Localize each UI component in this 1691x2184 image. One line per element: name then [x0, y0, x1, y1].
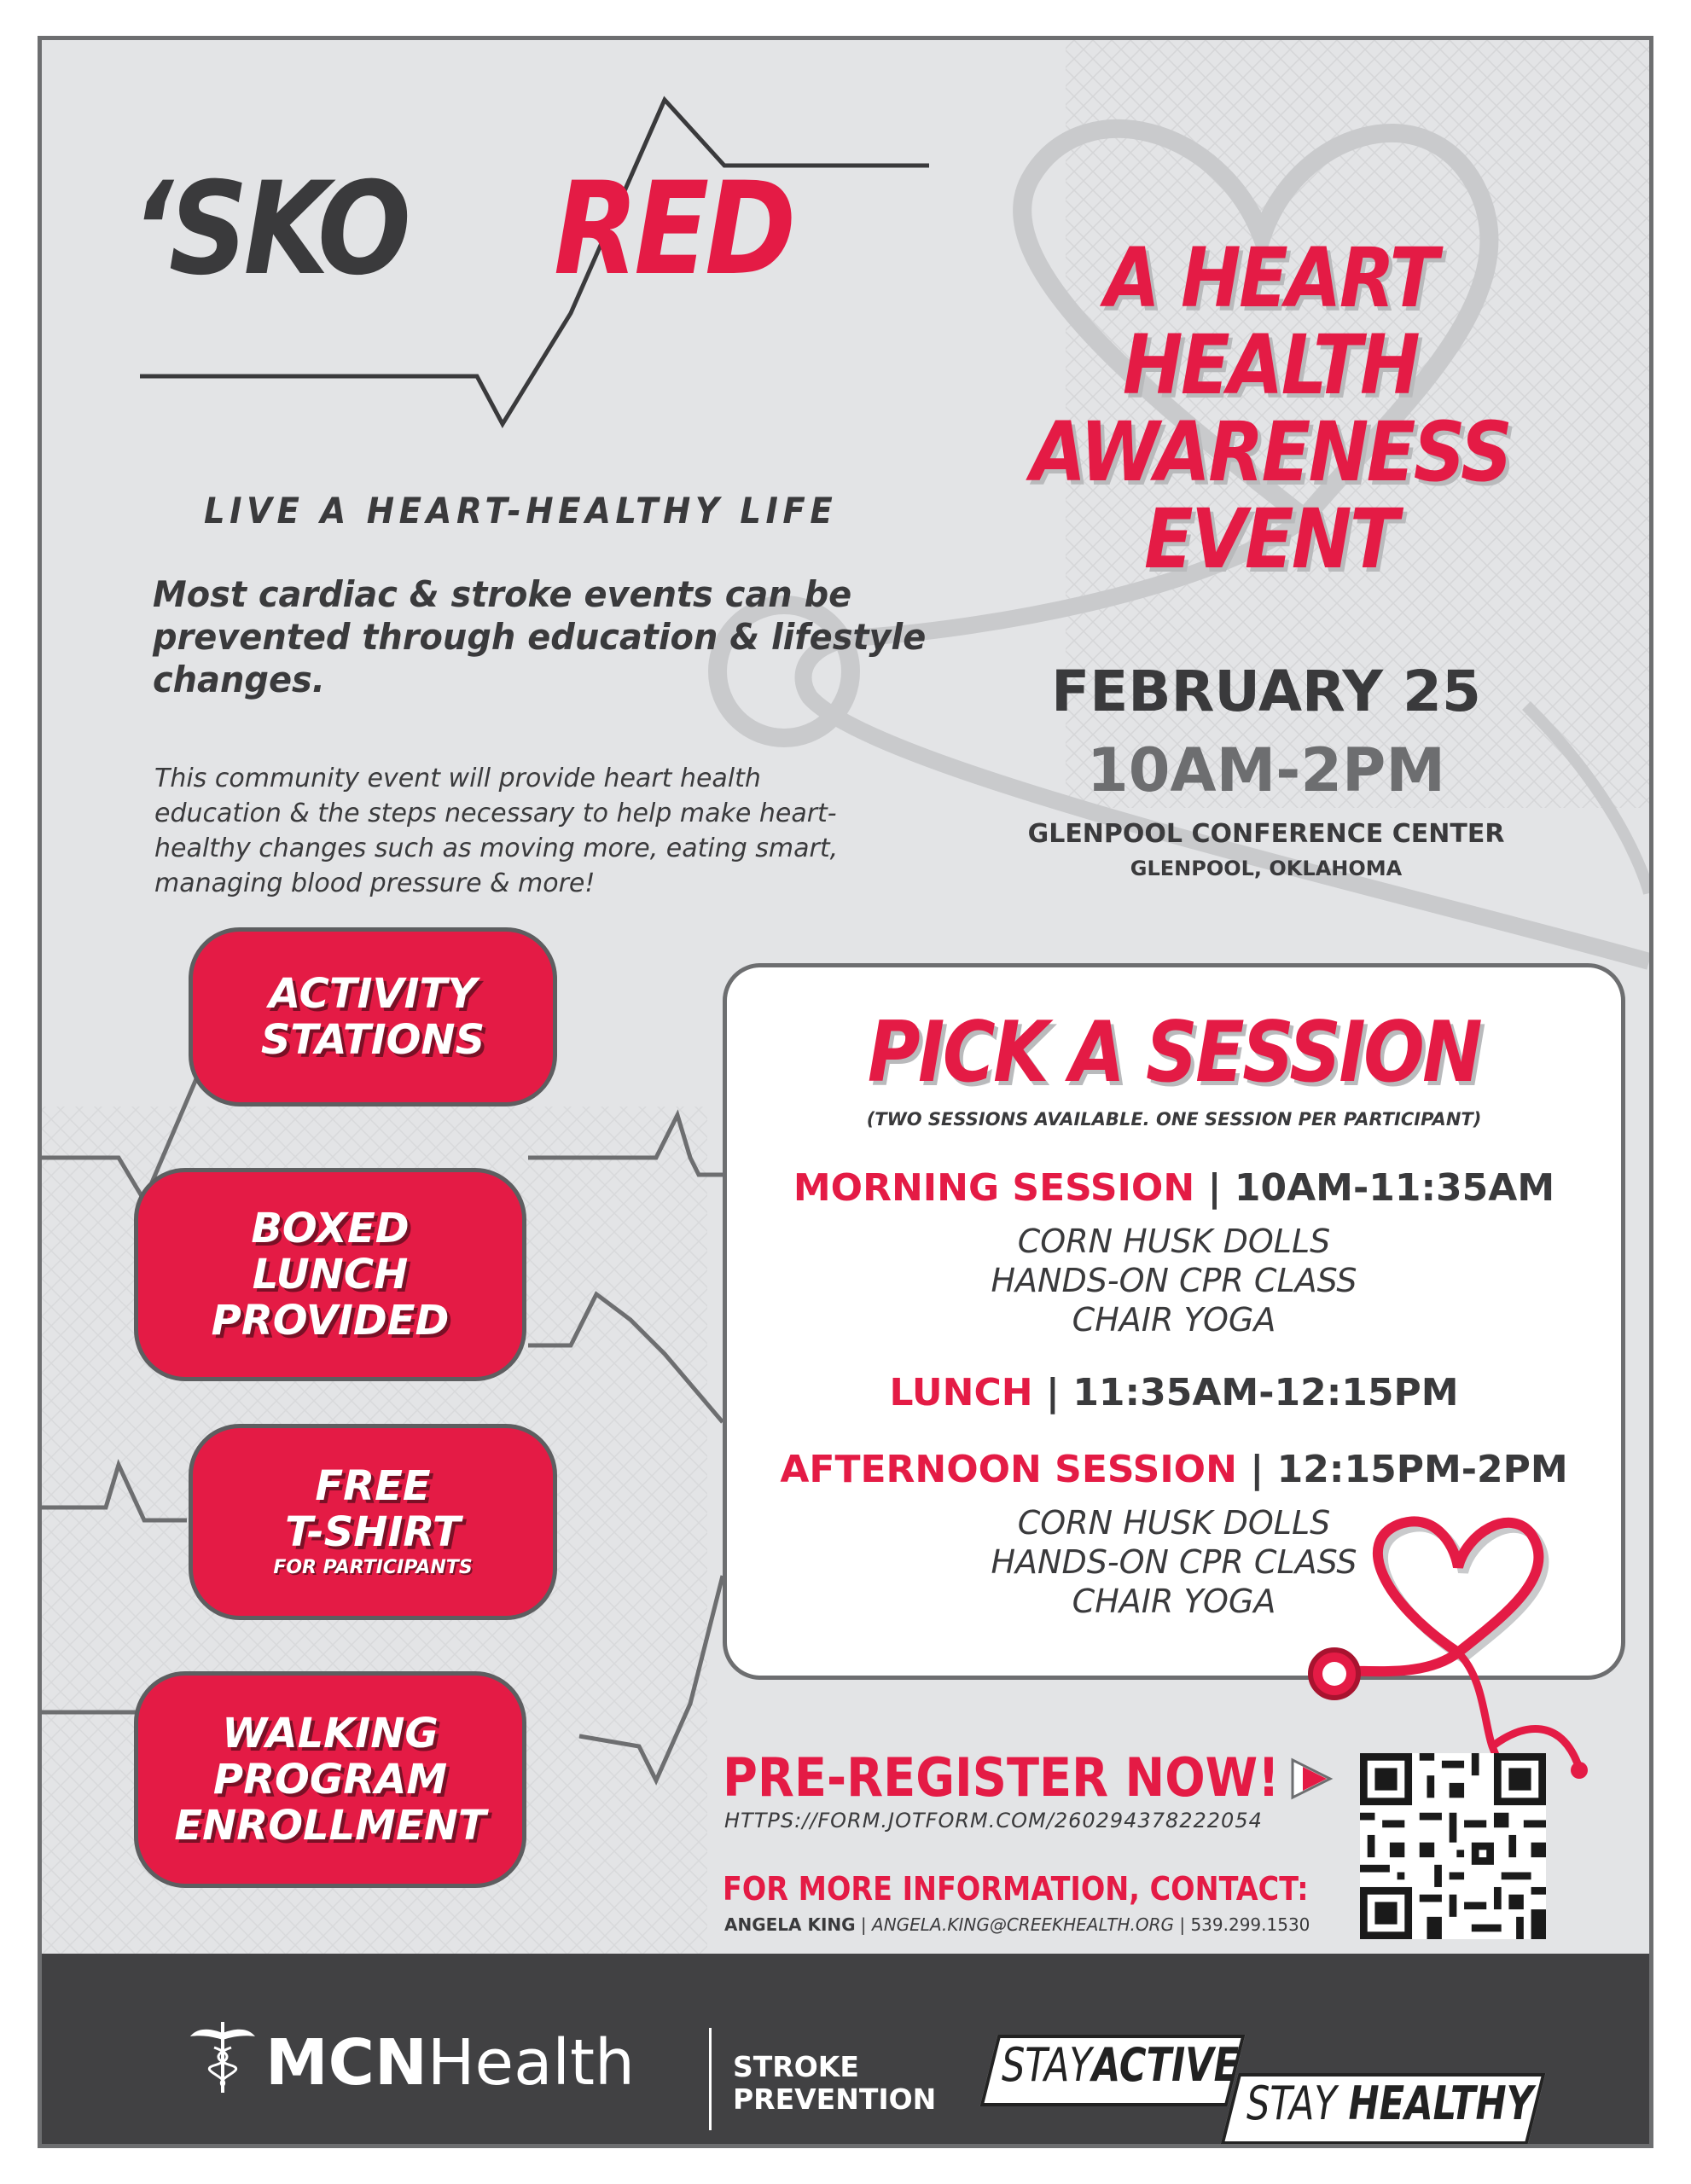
contact-phone: 539.299.1530 [1190, 1914, 1310, 1935]
event-title-line: A HEART [1104, 230, 1437, 326]
event-title [1011, 230, 1529, 587]
event-title-line: AWARENESS [1030, 404, 1511, 500]
slogan-word-bold: HEALTHY [1348, 2077, 1533, 2130]
session-label: LUNCH [889, 1371, 1033, 1414]
session-note-part: (TWO SESSIONS AVAILABLE. [866, 1109, 1156, 1130]
session-title: PICK A SESSION [867, 1004, 1481, 1101]
divider: | [1207, 1166, 1222, 1210]
footer-divider [709, 2028, 712, 2130]
qr-code-icon[interactable] [1360, 1753, 1546, 1939]
afternoon-session-heading [723, 1448, 1625, 1491]
event-city: GLENPOOL, OKLAHOMA [1130, 857, 1403, 880]
feature-line: T-SHIRT [285, 1508, 461, 1556]
logo-sko-text: ‘SKO [131, 155, 407, 304]
session-note [723, 1109, 1625, 1130]
program-line: PREVENTION [733, 2082, 937, 2116]
event-title-line: HEALTH [1122, 317, 1419, 413]
logo-red-text: RED [554, 155, 793, 304]
feature-line: ACTIVITY [268, 970, 477, 1018]
session-time: 11:35AM-12:15PM [1072, 1371, 1459, 1414]
stroke-prevention-label [733, 2051, 936, 2116]
brand-light: Health [427, 2026, 635, 2100]
slogan-stay-active [1002, 2038, 1239, 2092]
registration-url[interactable]: HTTPS://FORM.JOTFORM.COM/260294378222054 [724, 1809, 1263, 1833]
divider: | [1045, 1371, 1060, 1414]
feature-subline: FOR PARTICIPANTS [273, 1557, 473, 1578]
session-label: AFTERNOON SESSION [780, 1448, 1237, 1491]
mcn-health-logo [265, 2026, 635, 2100]
contact-line: ANGELA KING | ANGELA.KING@CREEKHEALTH.ORG | 539.299.1530 [724, 1914, 1310, 1935]
activity-item: HANDS-ON CPR CLASS [991, 1543, 1357, 1581]
feature-line: BOXED [251, 1205, 410, 1252]
feature-line: LUNCH [252, 1251, 409, 1298]
lunch-heading [723, 1371, 1625, 1414]
event-description: This community event will provide heart health education & the steps necessary to help make heart-healthy changes such as moving more, eating smart, managing blood pressure & more! [154, 764, 839, 898]
activity-item: CORN HUSK DOLLS [1017, 1504, 1331, 1542]
slogan-stay-healthy [1246, 2077, 1533, 2130]
session-time: 10AM-11:35AM [1234, 1166, 1555, 1210]
play-arrow-icon [1287, 1755, 1339, 1803]
feature-line: PROVIDED [211, 1297, 450, 1345]
divider: | [1250, 1448, 1264, 1491]
session-time: 12:15PM-2PM [1276, 1448, 1568, 1491]
caduceus-logo-icon [189, 2018, 257, 2094]
flyer [38, 36, 1653, 2148]
more-info-heading: FOR MORE INFORMATION, CONTACT: [723, 1870, 1309, 1908]
feature-line: PROGRAM [212, 1756, 448, 1804]
feature-line: FREE [315, 1462, 431, 1510]
pre-register-heading: PRE-REGISTER NOW! [723, 1746, 1280, 1809]
slogan-word: STAY [1246, 2077, 1337, 2130]
slogan-word: STAY [1002, 2038, 1092, 2092]
activity-item: CHAIR YOGA [1072, 1583, 1276, 1620]
feature-line: STATIONS [260, 1016, 485, 1064]
contact-email[interactable]: ANGELA.KING@CREEKHEALTH.ORG [872, 1914, 1174, 1935]
morning-session-heading [723, 1166, 1625, 1210]
event-time: 10AM-2PM [1087, 735, 1445, 805]
feature-line: ENROLLMENT [174, 1802, 486, 1850]
event-title-line: EVENT [1144, 491, 1397, 587]
morning-activities [723, 1222, 1625, 1339]
event-date: FEBRUARY 25 [1051, 659, 1481, 724]
activity-item: HANDS-ON CPR CLASS [991, 1262, 1357, 1299]
intro-statement: Most cardiac & stroke events can be prevented through education & lifestyle changes. [153, 573, 927, 700]
slogan-word-bold: ACTIVE [1091, 2038, 1240, 2092]
session-note-emphasis: ONE SESSION PER PARTICIPANT) [1155, 1109, 1482, 1130]
activity-item: CHAIR YOGA [1072, 1301, 1276, 1339]
feature-activity-stations [189, 927, 557, 1107]
feature-free-tshirt [189, 1424, 557, 1620]
session-label: MORNING SESSION [793, 1166, 1195, 1210]
feature-walking-program [134, 1671, 526, 1888]
feature-line: WALKING [222, 1710, 439, 1757]
activity-item: CORN HUSK DOLLS [1017, 1223, 1331, 1260]
program-line: STROKE [733, 2050, 859, 2083]
contact-name: ANGELA KING [724, 1914, 856, 1935]
brand-bold: MCN [265, 2026, 427, 2100]
event-venue: GLENPOOL CONFERENCE CENTER [1027, 819, 1505, 849]
feature-boxed-lunch [134, 1168, 526, 1381]
tagline: LIVE A HEART-HEALTHY LIFE [204, 490, 838, 531]
